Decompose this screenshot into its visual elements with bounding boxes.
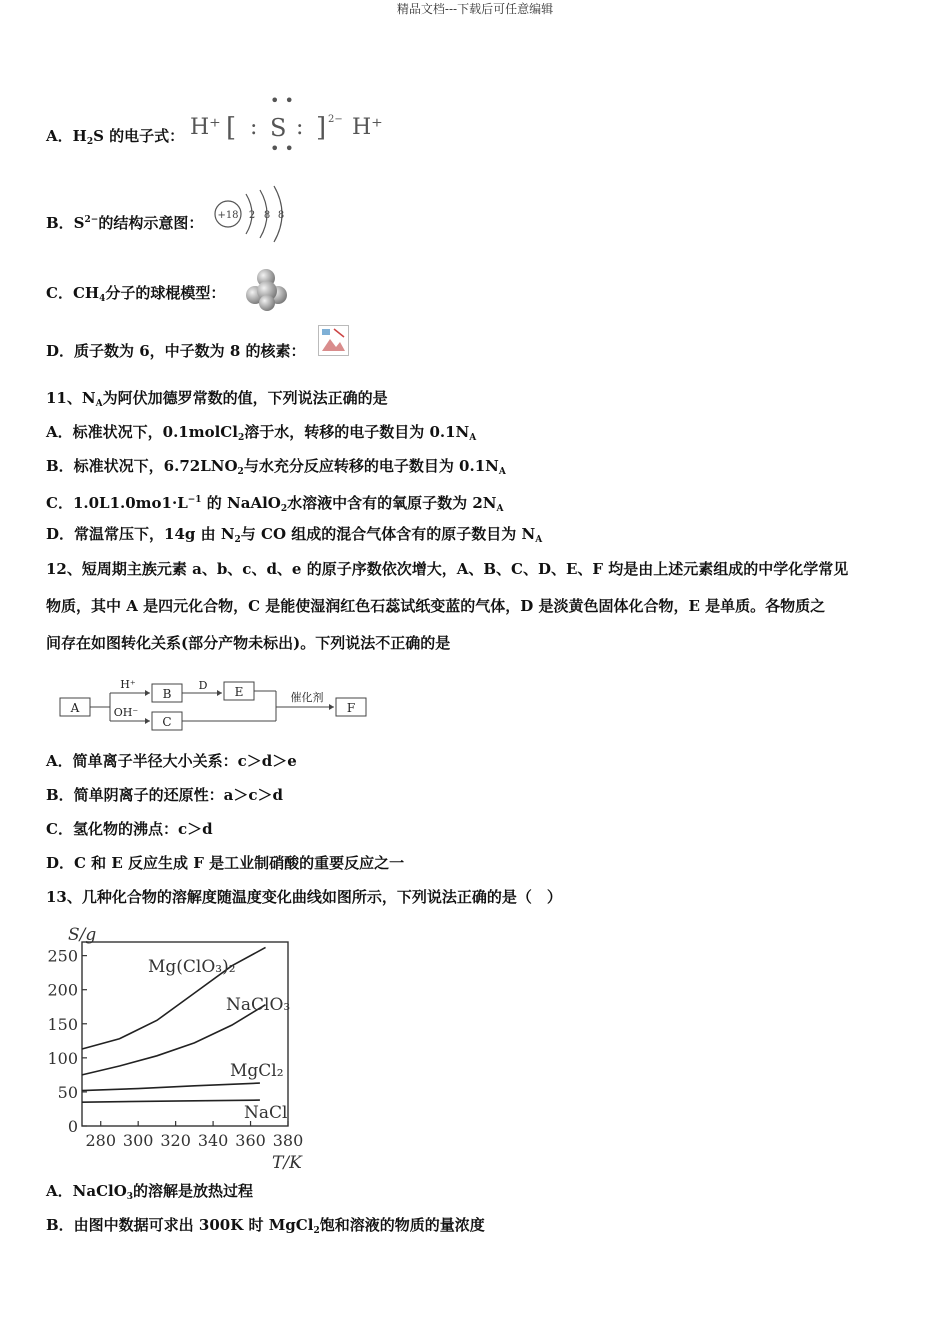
formula-bracket-open: [ xyxy=(226,113,237,143)
oh-minus-label: OH⁻ xyxy=(113,706,139,719)
y-tick-label: 250 xyxy=(47,946,78,966)
shell-count-1: 2 xyxy=(248,210,256,221)
q13-stem: 13、几种化合物的溶解度随温度变化曲线如图所示，下列说法正确的是（ ） xyxy=(46,888,562,906)
x-tick-label: 360 xyxy=(235,1131,266,1150)
shell-count-2: 8 xyxy=(263,210,271,221)
y-tick-label: 100 xyxy=(47,1048,78,1068)
q10-option-d: D．质子数为 6，中子数为 8 的核素： xyxy=(46,342,306,360)
series-label-mgclo32: Mg(ClO₃)₂ xyxy=(148,957,236,977)
q12-option-d: D．C 和 E 反应生成 F 是工业制硝酸的重要反应之一 xyxy=(46,854,405,872)
q11-option-b: B．标准状况下，$6.72LNO_2$与水充分反应转移的电子数目为 $0.1N_A$ xyxy=(46,457,506,477)
q11-option-a: A．标准状况下，0.1molCl$_2$溶于水，转移的电子数目为 $0.1N_A$ xyxy=(46,423,477,443)
box-a-label: A xyxy=(70,701,80,715)
q12-stem-line3: 间存在如图转化关系(部分产物未标出)。下列说法不正确的是 xyxy=(46,634,451,652)
q12-option-c: C．氢化物的沸点：c＞d xyxy=(46,820,213,838)
q12-option-a: A．简单离子半径大小关系：c＞d＞e xyxy=(46,752,297,770)
formula-bracket-close: ] xyxy=(316,113,327,143)
y-tick-label: 50 xyxy=(57,1082,78,1102)
q11-option-c: C．$1.0L1.0mo1\cdot L^{-1}$ 的 NaAlO$_2$水溶液中含有的氧原子数为 $2N_A$ xyxy=(46,494,504,514)
y-tick-label: 0 xyxy=(67,1117,78,1136)
q11-stem: 11、$N_A$为阿伏加德罗常数的值，下列说法正确的是 xyxy=(46,389,388,409)
s2-structure-diagram xyxy=(212,182,292,246)
q13-option-b: B．由图中数据可求出 300K 时 MgCl$_2$饱和溶液的物质的量浓度 xyxy=(46,1216,485,1236)
formula-charge: 2− xyxy=(328,114,343,125)
box-c-label: C xyxy=(162,715,172,729)
box-b-label: B xyxy=(162,687,172,701)
formula-h-plus-left: H⁺ xyxy=(190,115,221,140)
series-label-nacl: NaCl xyxy=(244,1103,288,1123)
q10-option-c: C．$CH_4$分子的球棍模型： xyxy=(46,284,226,304)
q10-option-b: B．$S^{2-}$的结构示意图： xyxy=(46,214,204,232)
box-f-label: F xyxy=(346,701,356,715)
q10-option-a: A．$H_2S$ 的电子式： xyxy=(46,127,185,147)
y-tick-label: 200 xyxy=(47,980,78,1000)
q12-option-b: B．简单阴离子的还原性：a＞c＞d xyxy=(46,786,284,804)
y-tick-label: 150 xyxy=(47,1014,78,1034)
series-line-3 xyxy=(82,1100,260,1102)
q12-stem-line1: 12、短周期主族元素 a、b、c、d、e 的原子序数依次增大，A、B、C、D、E、F 均是由上述元素组成的中学化学常见 xyxy=(46,560,849,578)
x-axis-label: T/K xyxy=(272,1153,302,1173)
q11-option-d: D．常温常压下，14g 由 $N_2$与 CO 组成的混合气体含有的原子数目为 $N_A$ xyxy=(46,525,543,545)
x-tick-label: 300 xyxy=(122,1131,154,1150)
page-header: 精品文档---下载后可任意编辑 xyxy=(396,2,554,16)
formula-sulfur: S xyxy=(270,114,287,142)
catalyst-label: 催化剂 xyxy=(290,691,324,704)
x-tick-label: 380 xyxy=(272,1131,304,1150)
series-label-naclo3: NaClO₃ xyxy=(226,995,291,1015)
formula-dots-top: • • xyxy=(270,96,294,110)
q13-option-a: A．NaClO$_3$的溶解是放热过程 xyxy=(46,1182,254,1202)
nucleus-charge: +18 xyxy=(217,210,239,221)
h-plus-label: H⁺ xyxy=(120,678,136,691)
d-label: D xyxy=(198,679,208,692)
x-tick-label: 340 xyxy=(197,1131,229,1150)
ch4-ball-stick-model xyxy=(244,268,292,312)
x-tick-label: 320 xyxy=(160,1131,191,1150)
formula-colon-right: : xyxy=(296,115,304,140)
series-line-2 xyxy=(82,1083,260,1090)
formula-colon-left: : xyxy=(250,115,258,140)
h-atom-bottom xyxy=(259,295,275,311)
q12-stem-line2: 物质，其中 A 是四元化合物，C 是能使湿润红色石蕊试纸变蓝的气体，D 是淡黄色固体化合物，E 是单质。各物质之 xyxy=(46,597,826,615)
solubility-chart xyxy=(44,918,324,1174)
series-label-mgcl2: MgCl₂ xyxy=(230,1061,284,1081)
formula-h-plus-right: H⁺ xyxy=(352,115,383,140)
broken-image-icon xyxy=(318,325,350,357)
y-axis-label: S/g xyxy=(68,925,97,945)
formula-dots-bottom: • • xyxy=(270,139,294,158)
shell-count-3: 8 xyxy=(277,210,285,221)
conversion-diagram xyxy=(56,672,376,734)
x-tick-label: 280 xyxy=(85,1131,117,1150)
h2s-electron-formula xyxy=(188,96,398,158)
box-e-label: E xyxy=(234,685,244,699)
